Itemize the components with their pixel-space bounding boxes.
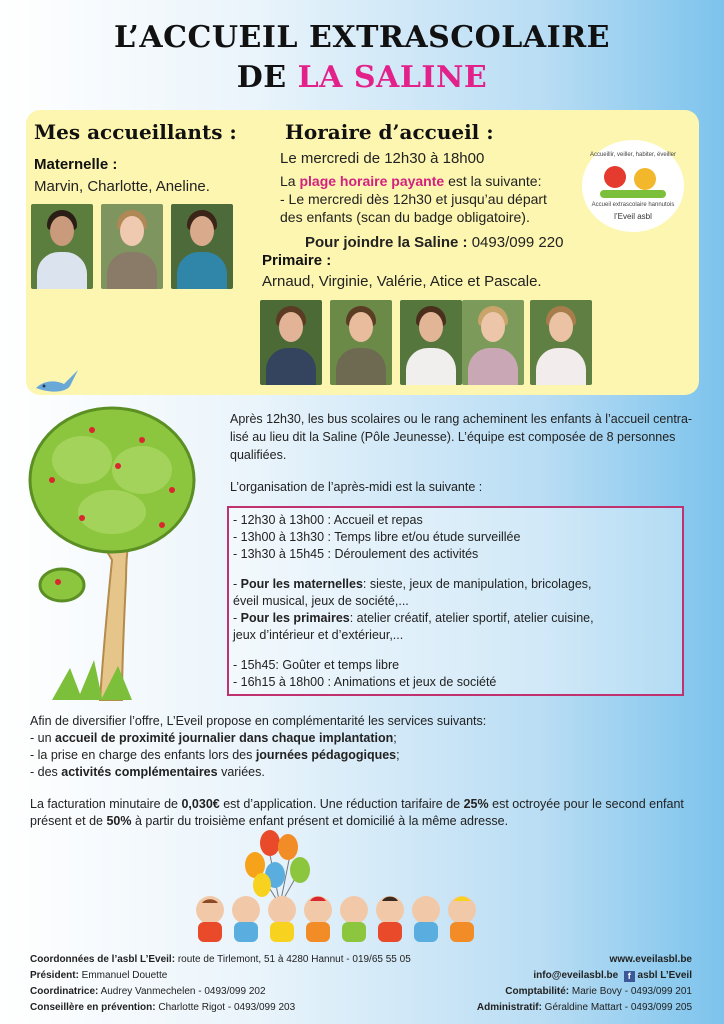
- horaire-line-3: des enfants (scan du badge obligatoire).: [280, 209, 530, 225]
- photo-primaire-4: [462, 300, 524, 385]
- bird-icon: [34, 366, 80, 396]
- plage-horaire-payante: plage horaire payante: [299, 173, 445, 189]
- footer-comptabilite: Comptabilité: Marie Bovy - 0493/099 201: [505, 986, 692, 997]
- intro-line-3: qualifiées.: [230, 448, 287, 462]
- grass-icon: [600, 190, 666, 198]
- photo-primaire-2: [330, 300, 392, 385]
- logo-subtitle: Accueil extrascolaire hannutois: [591, 202, 675, 208]
- photo-maternelle-1: [31, 204, 93, 289]
- primaire-names: Arnaud, Virginie, Valérie, Atice et Pascale.: [262, 273, 542, 290]
- service-1: - un accueil de proximité journalier dans chaque implantation;: [30, 731, 397, 745]
- service-3: - des activités complémentaires variées.: [30, 765, 265, 779]
- billing-line-2: présent et de 50% à partir du troisième enfant présent et domicilié à la même adresse.: [30, 814, 509, 828]
- footer-coordinatrice: Coordinatrice: Audrey Vanmechelen - 0493/099 202: [30, 986, 266, 997]
- maternelle-label: Maternelle :: [34, 156, 118, 173]
- schedule-primaires: - Pour les primaires: atelier créatif, atelier sportif, atelier cuisine,: [233, 611, 594, 625]
- horaire-line-2: - Le mercredi dès 12h30 et jusqu’au départ: [280, 191, 547, 207]
- schedule-4: - 15h45: Goûter et temps libre: [233, 658, 400, 672]
- horaire-heading: Horaire d’accueil :: [285, 120, 494, 144]
- logo-name: l’Eveil asbl: [614, 212, 652, 221]
- photo-primaire-5: [530, 300, 592, 385]
- schedule-3: - 13h30 à 15h45 : Déroulement des activités: [233, 547, 479, 561]
- primaire-label: Primaire :: [262, 252, 332, 269]
- facebook-link[interactable]: asbl L’Eveil: [634, 970, 692, 981]
- horaire-time: Le mercredi de 12h30 à 18h00: [280, 150, 485, 167]
- children-balloons-illustration: [180, 825, 510, 950]
- photo-maternelle-2: [101, 204, 163, 289]
- intro-line-1: Après 12h30, les bus scolaires ou le rang acheminent les enfants à l’accueil centra-: [230, 412, 693, 426]
- schedule-5: - 16h15 à 18h00 : Animations et jeux de société: [233, 675, 497, 689]
- photo-primaire-3: [400, 300, 462, 385]
- horaire-line-1: La plage horaire payante est la suivante:: [280, 173, 542, 189]
- footer-president: Président: Emmanuel Douette: [30, 970, 168, 981]
- service-2: - la prise en charge des enfants lors des journées pédagogiques;: [30, 748, 400, 762]
- eveil-logo: [582, 140, 684, 232]
- photo-maternelle-3: [171, 204, 233, 289]
- billing-line-1: La facturation minutaire de 0,030€ est d’application. Une réduction tarifaire de 25% est octroyée pour le second enfant: [30, 797, 684, 811]
- title-line-1: L’ACCUEIL EXTRASCOLAIRE: [113, 20, 611, 55]
- footer-coordonnees: Coordonnées de l’asbl L’Eveil: route de Tirlemont, 51 à 4280 Hannut - 019/65 55 05: [30, 954, 411, 965]
- schedule-2: - 13h00 à 13h30 : Temps libre et/ou étude surveillée: [233, 530, 521, 544]
- intro-org: L’organisation de l’après-midi est la suivante :: [230, 480, 483, 494]
- schedule-primaires-2: jeux d’intérieur et d’extérieur,...: [233, 628, 404, 642]
- services-intro: Afin de diversifier l’offre, L’Eveil propose en complémentarité les services suivants:: [30, 714, 487, 728]
- email-link[interactable]: info@eveilasbl.be: [533, 970, 619, 981]
- website-link[interactable]: www.eveilasbl.be: [609, 954, 692, 965]
- child-icon: [604, 166, 626, 188]
- staff-heading: Mes accueillants :: [34, 120, 237, 144]
- tree-illustration: [22, 400, 202, 705]
- intro-line-2: lisé au lieu dit la Saline (Pôle Jeunesse). L’équipe est composée de 8 personnes: [230, 430, 676, 444]
- child-icon: [634, 168, 656, 190]
- maternelle-names: Marvin, Charlotte, Aneline.: [34, 178, 210, 195]
- title-line-2: [0, 60, 724, 95]
- contact-label: Pour joindre la Saline :: [305, 234, 472, 251]
- footer-administratif: Administratif: Géraldine Mattart - 0493/099 205: [476, 1002, 692, 1013]
- facebook-icon[interactable]: f: [624, 971, 635, 982]
- footer-contact-line: [533, 968, 692, 984]
- footer-conseillere: Conseillère en prévention: Charlotte Rigot - 0493/099 203: [30, 1002, 296, 1013]
- title-de: DE: [236, 60, 298, 95]
- schedule-1: - 12h30 à 13h00 : Accueil et repas: [233, 513, 423, 527]
- photo-primaire-1: [260, 300, 322, 385]
- title-la-saline: LA SALINE: [297, 60, 488, 95]
- contact-phone[interactable]: 0493/099 220: [471, 234, 564, 251]
- schedule-maternelles-2: éveil musical, jeux de société,...: [233, 594, 409, 608]
- schedule-box: [227, 506, 684, 696]
- contact-line: [305, 234, 563, 252]
- logo-tagline: Accueillir, veiller, habiter, éveiller: [589, 152, 677, 158]
- schedule-maternelles: - Pour les maternelles: sieste, jeux de manipulation, bricolages,: [233, 577, 592, 591]
